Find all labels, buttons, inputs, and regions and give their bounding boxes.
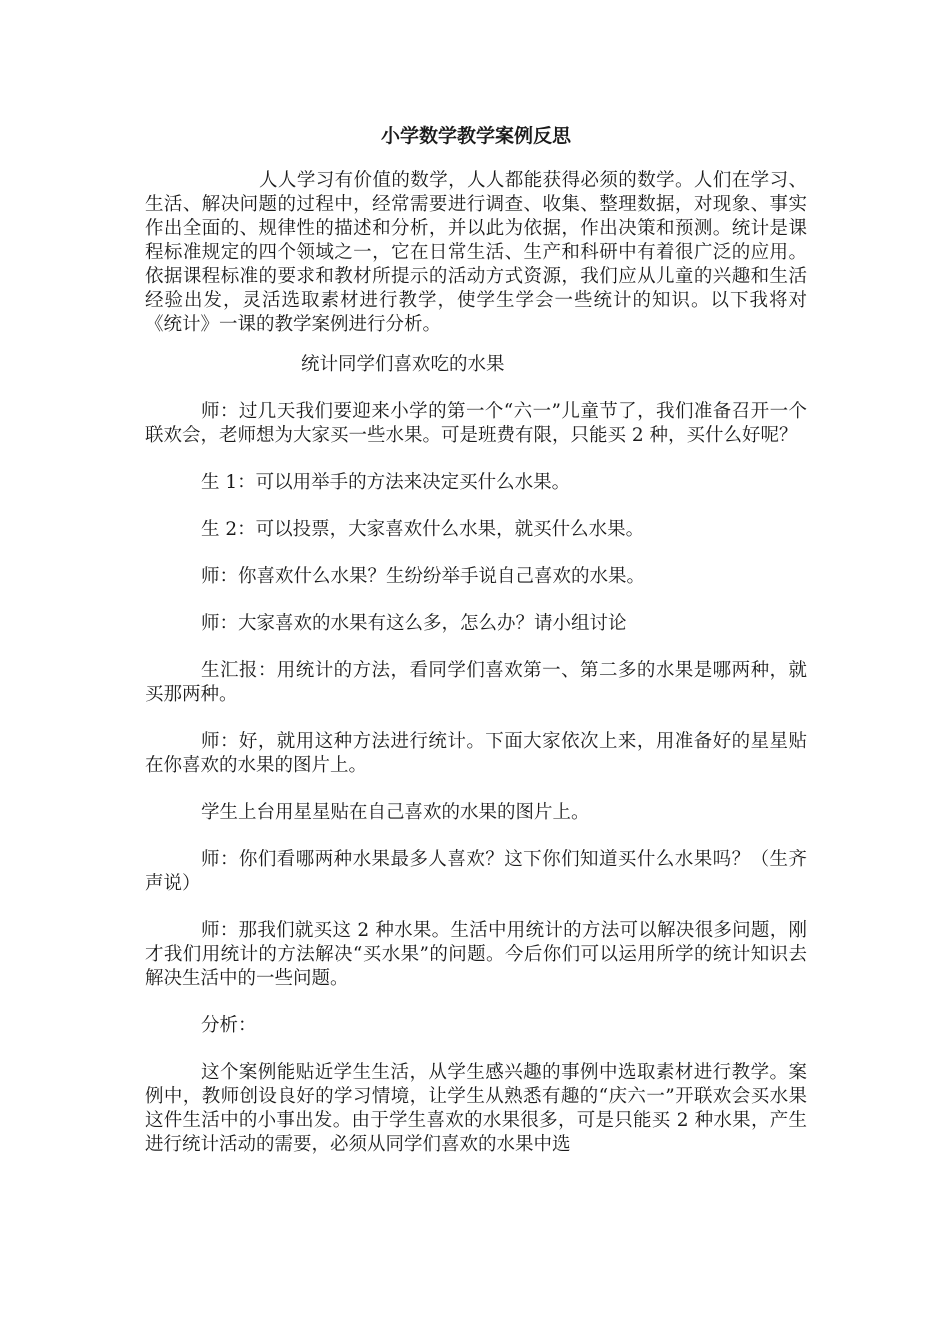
case-title: 统计同学们喜欢吃的水果 — [301, 354, 505, 375]
document-body — [145, 123, 807, 1157]
analysis-heading: 分析： — [201, 1015, 257, 1036]
dialogue-paragraph: 师：你喜欢什么水果？生纷纷举手说自己喜欢的水果。 — [201, 566, 646, 587]
document-title: 小学数学教学案例反思 — [380, 125, 571, 147]
dialogue-paragraph: 师：过几天我们要迎来小学的第一个“六一”儿童节了，我们准备召开一个联欢会，老师想为大家买一些水果。可是班费有限，只能买 2 种，买什么好呢？ — [145, 401, 807, 446]
dialogue-paragraph: 师：你们看哪两种水果最多人喜欢？这下你们知道买什么水果吗？（生齐声说） — [145, 849, 807, 894]
dialogue-paragraph: 生汇报：用统计的方法，看同学们喜欢第一、第二多的水果是哪两种，就买那两种。 — [145, 660, 807, 705]
analysis-paragraph: 这个案例能贴近学生生活，从学生感兴趣的事例中选取素材进行教学。案例中，教师创设良好的学习情境，让学生从熟悉有趣的“庆六一”开联欢会买水果这件生活中的小事出发。由于学生喜欢的水果很多，可是只能买 2 种水果，产生进行统计活动的需要，必须从同学们喜欢的水果中选 — [145, 1062, 807, 1155]
intro-paragraph: 人人学习有价值的数学，人人都能获得必须的数学。人们在学习、生活、解决问题的过程中，经常需要进行调查、收集、整理数据，对现象、事实作出全面的、规律性的描述和分析，并以此为依据，作出决策和预测。统计是课程标准规定的四个领域之一，它在日常生活、生产和科研中有着很广泛的应用。依据课程标准的要求和教材所提示的活动方式资源，我们应从儿童的兴趣和生活经验出发，灵活选取素材进行教学，使学生学会一些统计的知识。以下我将对《统计》一课的教学案例进行分析。 — [145, 170, 807, 335]
dialogue-paragraph: 生 2：可以投票，大家喜欢什么水果，就买什么水果。 — [201, 519, 645, 540]
dialogue-paragraph: 学生上台用星星贴在自己喜欢的水果的图片上。 — [201, 802, 590, 823]
dialogue-paragraph: 生 1：可以用举手的方法来决定买什么水果。 — [201, 472, 571, 493]
dialogue-paragraph: 师：好，就用这种方法进行统计。下面大家依次上来，用准备好的星星贴在你喜欢的水果的图片上。 — [145, 731, 807, 776]
dialogue-paragraph: 师：大家喜欢的水果有这么多，怎么办？请小组讨论 — [201, 613, 627, 634]
dialogue-paragraph: 师：那我们就买这 2 种水果。生活中用统计的方法可以解决很多问题，刚才我们用统计的方法解决“买水果”的问题。今后你们可以运用所学的统计知识去解决生活中的一些问题。 — [145, 920, 807, 989]
